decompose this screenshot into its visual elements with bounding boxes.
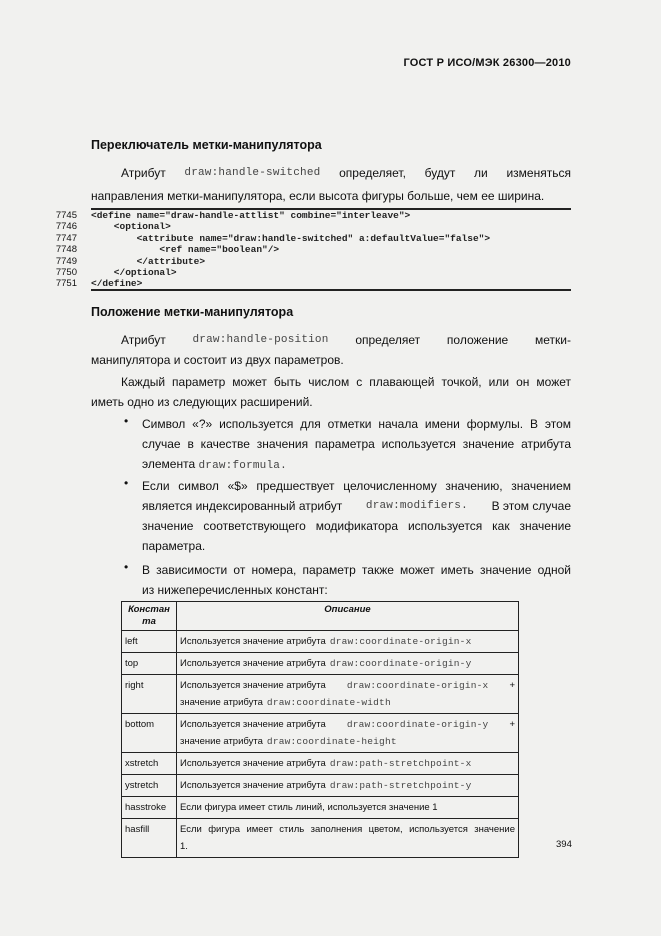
code-attribute: draw:coordinate-origin-y: [329, 658, 472, 669]
description-text: значение атрибута: [180, 697, 263, 708]
paragraph-line: направления метки-манипулятора, если высота фигуры больше, чем ее ширина.: [91, 189, 545, 203]
description-text: Используется значение атрибута: [180, 636, 326, 647]
word: ли: [474, 166, 488, 180]
word: определяет,: [339, 166, 406, 180]
description-cell: [177, 819, 519, 858]
paragraph-line: Каждый параметр может быть числом с плавающей точкой, или он может: [121, 375, 571, 389]
table-header-row: [122, 602, 519, 631]
word: изменяться: [506, 166, 571, 180]
code-attribute: draw:modifiers.: [365, 500, 468, 512]
description-cell: [177, 775, 519, 797]
bullet-line: параметра.: [142, 539, 206, 553]
bullet-line: В зависимости от номера, параметр также может иметь значение одной: [142, 563, 571, 577]
paragraph-handle-position: [91, 330, 571, 351]
word: будут: [424, 166, 456, 180]
constant-name-cell: right: [122, 675, 177, 714]
bullet-marker: •: [124, 414, 129, 428]
constant-name-cell: xstretch: [122, 753, 177, 775]
document-header: ГОСТ Р ИСО/МЭК 26300—2010: [403, 57, 571, 69]
page-number: 394: [556, 839, 572, 850]
bullet-line: Символ «?» используется для отметки начала имени формулы. В этом: [142, 417, 571, 431]
word: положение: [446, 333, 509, 347]
description-line: [180, 799, 515, 816]
description-line: [180, 777, 515, 794]
code-line-text: </define>: [91, 278, 143, 290]
description-text: Используется значение атрибута: [180, 680, 326, 691]
text: является индексированный атрибут: [142, 499, 343, 513]
column-header-description: Описание: [177, 602, 519, 631]
code-line-text: <attribute name="draw:handle-switched" a:defaultValue="false">: [91, 232, 491, 244]
description-text: Используется значение атрибута: [180, 780, 326, 791]
code-line-text: <optional>: [91, 221, 171, 233]
word: определяет: [355, 333, 421, 347]
bullet-marker: •: [124, 476, 129, 490]
code-attribute: draw:coordinate-height: [266, 736, 397, 747]
constant-name-cell: left: [122, 631, 177, 653]
plus-sign: +: [509, 719, 515, 730]
bullet-line: значение соответствующего модификатора используется как значение: [142, 519, 571, 533]
word: метки-: [534, 333, 571, 347]
constant-name-cell: hasfill: [122, 819, 177, 858]
paragraph-line: манипулятора и состоит из двух параметров.: [91, 353, 344, 367]
description-cell: [177, 653, 519, 675]
code-attribute: draw:coordinate-origin-x: [329, 636, 472, 647]
column-header-constant: Констан та: [122, 602, 177, 631]
code-attribute: draw:path-stretchpoint-y: [329, 780, 472, 791]
plus-sign: +: [509, 680, 515, 691]
code-line-text: </optional>: [91, 267, 177, 278]
bullet-line: [142, 454, 571, 477]
description-line: [180, 838, 515, 855]
table-row: [122, 775, 519, 797]
description-cell: [177, 631, 519, 653]
code-attribute: draw:coordinate-origin-x: [346, 680, 489, 691]
code-line-text: <define name="draw-handle-attlist" combine="interleave">: [91, 210, 411, 221]
description-line: [180, 655, 515, 672]
description-cell: [177, 797, 519, 819]
code-line-text: </attribute>: [91, 255, 206, 267]
description-text: Если фигура имеет стиль линий, используется значение 1: [180, 802, 438, 813]
paragraph-line: иметь одно из следующих расширений.: [91, 395, 313, 409]
bullet-line: из нижеперечисленных констант:: [142, 583, 328, 597]
description-line: [180, 633, 515, 650]
code-attribute: draw:handle-position: [192, 334, 329, 346]
description-cell: [177, 675, 519, 714]
section-title-handle-position: Положение метки-манипулятора: [91, 305, 294, 319]
code-element: draw:formula.: [198, 460, 287, 472]
code-attribute: draw:handle-switched: [184, 167, 321, 179]
description-text: Используется значение атрибута: [180, 719, 326, 730]
code-line-number: 7748: [55, 244, 77, 256]
section-title-handle-switched: Переключатель метки-манипулятора: [91, 138, 322, 152]
word: Атрибут: [121, 333, 166, 347]
description-line: [180, 755, 515, 772]
code-line-number: 7751: [55, 278, 77, 290]
code-line-number: 7747: [55, 232, 77, 244]
word: Атрибут: [121, 166, 166, 180]
text: элемента: [142, 457, 196, 471]
table-row: [122, 675, 519, 714]
table-row: [122, 819, 519, 858]
description-line: [180, 677, 515, 694]
description-text: Используется значение атрибута: [180, 658, 326, 669]
code-line-number: 7745: [55, 210, 77, 221]
description-text: Если фигура имеет стиль заполнения цветом, используется значение: [180, 824, 515, 835]
constant-name-cell: top: [122, 653, 177, 675]
constant-name-cell: ystretch: [122, 775, 177, 797]
code-line-number: 7749: [55, 255, 77, 267]
constants-table: [121, 601, 519, 858]
description-line: [180, 733, 515, 750]
description-text: Используется значение атрибута: [180, 758, 326, 769]
bullet-line: случае в качестве значения параметра используется значение атрибута: [142, 437, 571, 451]
code-attribute: draw:coordinate-origin-y: [346, 719, 489, 730]
text: В этом случае: [491, 499, 571, 513]
description-text: 1.: [180, 841, 188, 852]
bullet-marker: •: [124, 560, 129, 574]
code-attribute: draw:path-stretchpoint-x: [329, 758, 472, 769]
bullet-line: [142, 496, 571, 517]
code-attribute: draw:coordinate-width: [266, 697, 391, 708]
bullet-line: Если символ «$» предшествует целочисленному значению, значением: [142, 479, 571, 493]
description-cell: [177, 753, 519, 775]
table-row: [122, 631, 519, 653]
code-bottom-rule: [91, 289, 571, 291]
code-line-text: <ref name="boolean"/>: [91, 244, 280, 256]
table-row: [122, 653, 519, 675]
description-line: [180, 694, 515, 711]
constant-name-cell: hasstroke: [122, 797, 177, 819]
description-text: значение атрибута: [180, 736, 263, 747]
table-row: [122, 797, 519, 819]
description-cell: [177, 714, 519, 753]
table-row: [122, 714, 519, 753]
table-row: [122, 753, 519, 775]
description-line: [180, 821, 515, 838]
code-line-number: 7750: [55, 267, 77, 278]
constant-name-cell: bottom: [122, 714, 177, 753]
description-line: [180, 716, 515, 733]
code-line-number: 7746: [55, 221, 77, 233]
paragraph-handle-switched: [91, 163, 571, 184]
